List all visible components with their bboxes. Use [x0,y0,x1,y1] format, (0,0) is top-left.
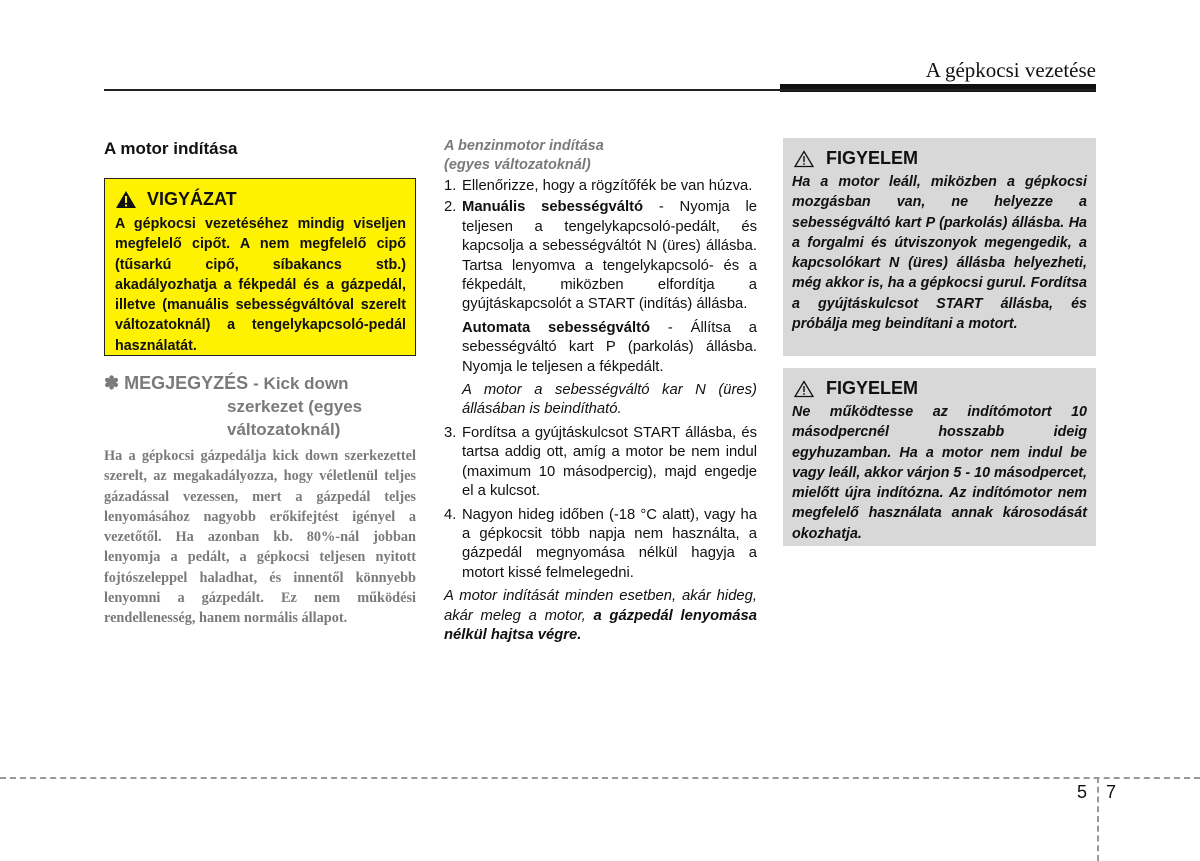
step-2-note: A motor a sebességváltó kar N (üres) állásában is beindítható. [462,382,757,418]
warning-box-1 [783,138,1096,356]
note-star-icon: ✽ [104,373,120,393]
warning-triangle-outline-icon [794,380,814,398]
note-text: Ha a gépkocsi gázpedálja kick down szerkezettel szerelt, az megakadályozza, hogy véletlenül teljes gázadással vezessen, mert a gázpedál teljes lenyomásához nagyobb erőkifejtést igényel a vezetőtől. Ha azonban kb. 80%-nál jobban lenyomja a pedált, a gépkocsi teljesen nyitott fojtószeleppel haladhat, és innentől könnyebb lenyomni a gázpedált. Ez nem működési rendellenesség, hanem normális állapot. [104,448,416,627]
warning-box-2 [783,368,1096,546]
step-2-automatic [444,319,757,377]
step-3 [444,424,757,502]
step-text: Fordítsa a gyújtáskulcsot START állásba, és tartsa addig ott, amíg a motor be nem indul (maximum 10 másodpercig), majd engedje el a kulcsot. [462,424,757,500]
caution-box [104,178,416,356]
step-number: 4. [444,506,457,523]
closing-paragraph [444,587,757,645]
closing-bold: a gázpedál lenyomása nélkül hajtsa végre. [444,607,757,643]
note-label: MEGJEGYZÉS [124,373,249,393]
step-body: - Állítsa a sebességváltó kart P (parkolás) állásba. Nyomja le teljesen a fékpedált. [462,319,757,375]
warning-header [794,378,1087,399]
warning-text: Ha a motor leáll, miközben a gépkocsi mozgásban van, ne helyezze a sebességváltó kart P (parkolás) állásba. Ha a forgalmi és útviszonyok megengedik, a kapcsolókart N (üres) állásba helyezheti, még akkor is, ha a gépkocsi gurul. Fordítsa a gyújtáskulcsot START állásba, és próbálja meg beindítani a motort. [792,174,1087,333]
step-number: 3. [444,424,457,441]
chapter-number: 5 [1077,782,1088,802]
caution-title: VIGYÁZAT [147,189,237,209]
step-number: 1. [444,178,457,194]
step-bold-label: Manuális sebességváltó [462,199,644,216]
page-header-title: A gépkocsi vezetése [925,58,1096,82]
step-text: Ellenőrizze, hogy a rögzítőfék be van húzva. [462,178,753,194]
closing-text: A motor indítását minden esetben, akár hideg, akár meleg a motor, [444,588,757,624]
note-title-line2: szerkezet (egyes [227,397,363,416]
note-block [104,372,416,629]
warning-title: FIGYELEM [826,378,919,398]
page-number-divider [1097,777,1099,861]
caution-header [115,189,406,210]
step-2 [444,198,757,314]
note-title-line3: változatoknál) [227,420,341,439]
warning-triangle-outline-icon [794,150,814,168]
warning-header [794,148,1087,169]
subsection-title-line1: A benzinmotor indítása [444,138,604,154]
warning-text: Ne működtesse az indítómotort 10 másodpercnél hosszabb ideig egyhuzamban. Ha a motor nem indul be vagy leáll, akkor várjon 5 - 10 másodpercet, mielőtt újra indítózna. Az indítómotor nem megfelelő használata annak károsodását okozhatja. [792,404,1087,542]
page-number: 7 [1106,782,1117,802]
step-text: Nagyon hideg időben (-18 °C alatt), vagy ha a gépkocsit több napja nem használta, a gázpedál megnyomása nélkül hagyja a motort kissé felmelegedni. [462,506,757,581]
caution-text: A gépkocsi vezetéséhez mindig viseljen megfelelő cipőt. A nem megfelelő cipő (tűsarkú cipő, síbakancs stb.) akadályozhatja a fékpedál és a gázpedál, illetve (manuális sebességváltóval szerelt változatoknál) a tengelykapcsoló-pedál használatát. [115,216,406,354]
note-title-line1: - Kick down [253,374,349,393]
note-header [104,372,416,395]
warning-title: FIGYELEM [826,148,919,168]
header-rule [104,89,1096,91]
subsection-title-line2: (egyes változatoknál) [444,157,591,173]
step-number: 2. [444,199,457,216]
section-heading: A motor indítása [104,139,238,158]
step-4 [444,506,757,584]
step-bold-label: Automata sebességváltó [462,319,651,336]
step-text [462,198,757,314]
step-1 [444,177,757,196]
instructions-column [444,137,757,645]
warning-triangle-icon [115,190,137,209]
footer-dashed-rule [0,777,1200,779]
step-body: - Nyomja le teljesen a tengelykapcsoló-pedált, és kapcsolja a sebességváltót N (üres) állásba. Tartsa lenyomva a tengelykapcsoló- és a fékpedált, miközben elfordítja a gyújtáskapcsolót a START (indítás) állásba. [462,199,757,313]
